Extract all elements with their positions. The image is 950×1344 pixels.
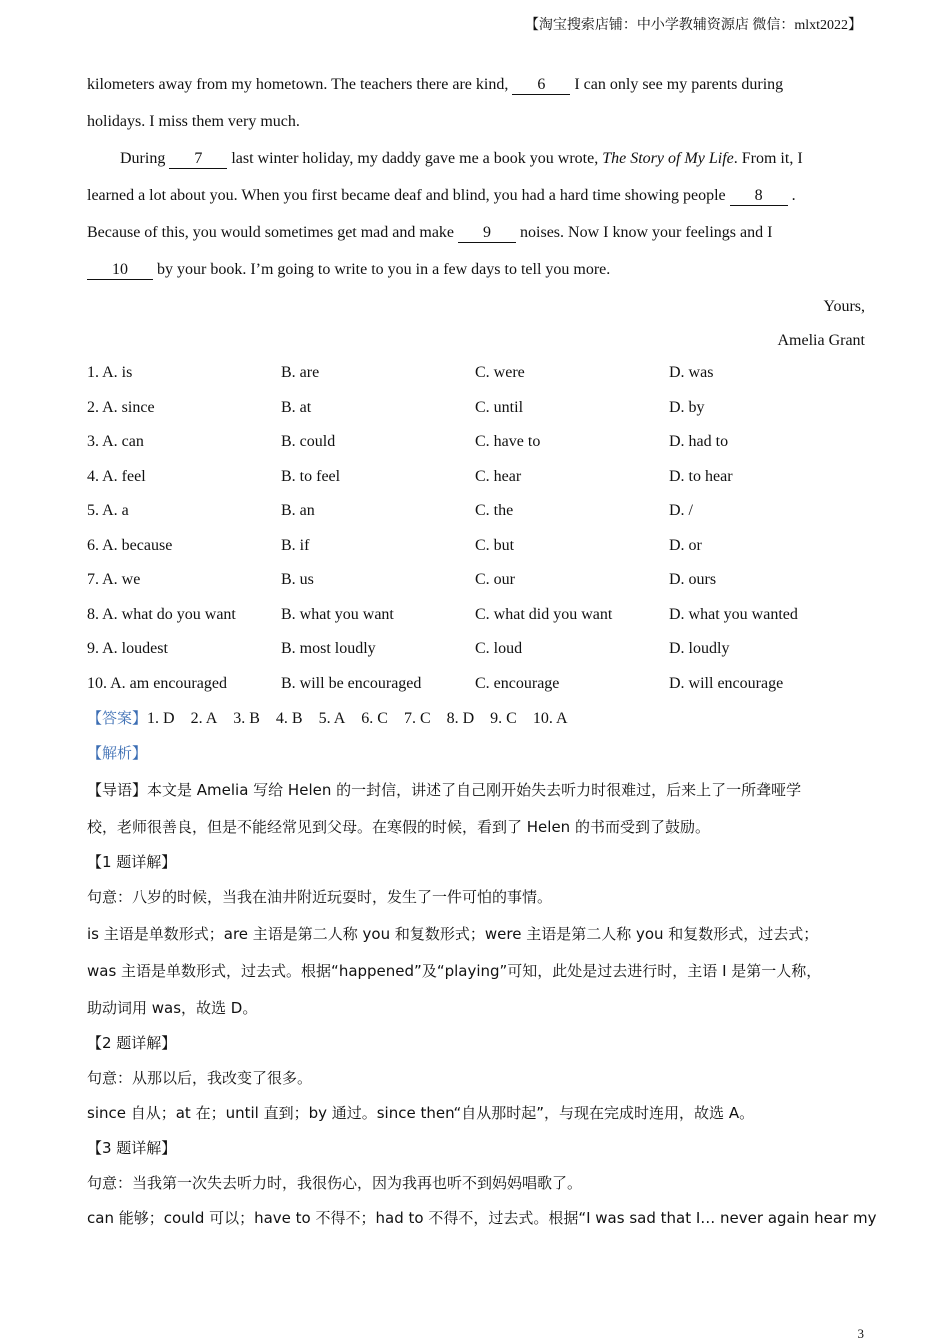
passage-text: noises. Now I know your feelings and I bbox=[516, 224, 773, 241]
option-a: 4. A. feel bbox=[87, 467, 146, 485]
option-a: 1. A. is bbox=[87, 364, 133, 381]
q1-explain-3: 助动词用 was，故选 D。 bbox=[87, 999, 258, 1017]
option-a: 5. A. a bbox=[87, 502, 129, 519]
option-row bbox=[87, 395, 865, 430]
option-c: C. but bbox=[475, 536, 515, 554]
letter-signature: Amelia Grant bbox=[777, 332, 865, 349]
option-c: C. hear bbox=[475, 467, 522, 485]
option-c: C. what did you want bbox=[475, 605, 613, 623]
passage-text: . From it, I bbox=[733, 150, 803, 167]
option-b: B. what you want bbox=[281, 605, 394, 623]
option-a: 9. A. loudest bbox=[87, 640, 168, 657]
passage-text: kilometers away from my hometown. The teachers there are kind, bbox=[87, 76, 513, 93]
option-row bbox=[87, 636, 865, 671]
analysis-label: 【解析】 bbox=[87, 744, 148, 762]
q2-meaning: 句意：从那以后，我改变了很多。 bbox=[87, 1069, 313, 1087]
option-b: B. are bbox=[281, 364, 320, 381]
answer-item: 6. C bbox=[361, 710, 388, 727]
option-d: D. had to bbox=[669, 433, 729, 450]
passage-line-3 bbox=[87, 144, 865, 181]
letter-closing: Yours, bbox=[823, 298, 865, 315]
option-d: D. by bbox=[669, 398, 705, 416]
passage-text: last winter holiday, my daddy gave me a book you wrote, bbox=[227, 150, 603, 167]
option-row bbox=[87, 464, 865, 499]
q3-heading: 【3 题详解】 bbox=[87, 1139, 177, 1157]
passage-line-6 bbox=[87, 255, 865, 292]
blank-6: 6 bbox=[512, 76, 570, 95]
option-d: D. was bbox=[669, 364, 714, 381]
option-a: 2. A. since bbox=[87, 398, 155, 416]
option-row bbox=[87, 602, 865, 637]
answer-item: 4. B bbox=[275, 710, 303, 727]
answer-item: 3. B bbox=[233, 710, 260, 727]
blank-7: 7 bbox=[169, 150, 227, 169]
option-c: C. were bbox=[475, 364, 525, 381]
q1-heading: 【1 题详解】 bbox=[87, 853, 177, 871]
option-a: 10. A. am encouraged bbox=[87, 674, 227, 692]
option-row bbox=[87, 671, 865, 706]
page-header: 【淘宝搜索店铺：中小学教辅资源店 微信：mlxt2022】 bbox=[524, 18, 862, 33]
option-d: D. to hear bbox=[669, 467, 733, 485]
answer-item: 5. A bbox=[318, 710, 346, 727]
answer-item: 8. D bbox=[446, 710, 475, 727]
passage-line-1 bbox=[87, 70, 865, 107]
option-row bbox=[87, 429, 865, 464]
q1-explain-1: is 主语是单数形式；are 主语是第二人称 you 和复数形式；were 主语是第二人称 you 和复数形式，过去式； bbox=[87, 925, 819, 943]
guide-line-1: 【导语】本文是 Amelia 写给 Helen 的一封信，讲述了自己刚开始失去听力时很难过，后来上了一所聋哑学 bbox=[87, 781, 802, 799]
q1-explain-2: was 主语是单数形式，过去式。根据“happened”及“playing”可知，此处是过去进行时，主语 I 是第一人称， bbox=[87, 962, 822, 980]
blank-8: 8 bbox=[730, 187, 788, 206]
option-b: B. an bbox=[281, 502, 315, 519]
passage-text: learned a lot about you. When you first became deaf and blind, you had a hard time showing people bbox=[87, 187, 730, 204]
option-row bbox=[87, 533, 865, 568]
passage-line-2: holidays. I miss them very much. bbox=[87, 113, 300, 130]
guide-line-2: 校，老师很善良，但是不能经常见到父母。在寒假的时候，看到了 Helen 的书而受到了鼓励。 bbox=[87, 818, 710, 836]
option-b: B. could bbox=[281, 433, 336, 450]
passage-text: I can only see my parents during bbox=[570, 76, 784, 93]
option-c: C. loud bbox=[475, 640, 523, 657]
option-a: 8. A. what do you want bbox=[87, 605, 236, 623]
option-row bbox=[87, 360, 865, 395]
blank-10: 10 bbox=[87, 261, 153, 280]
answer-label: 【答案】 bbox=[87, 709, 148, 727]
option-d: D. ours bbox=[669, 571, 717, 588]
passage-text: . bbox=[787, 187, 796, 204]
q2-heading: 【2 题详解】 bbox=[87, 1034, 177, 1052]
option-d: D. or bbox=[669, 536, 702, 554]
option-b: B. if bbox=[281, 536, 310, 554]
option-a: 6. A. because bbox=[87, 536, 173, 554]
option-d: D. will encourage bbox=[669, 674, 784, 692]
option-b: B. us bbox=[281, 571, 314, 588]
option-c: C. the bbox=[475, 502, 514, 519]
option-row bbox=[87, 567, 865, 602]
answer-item: 9. C bbox=[490, 710, 517, 727]
blank-9: 9 bbox=[458, 224, 516, 243]
option-c: C. our bbox=[475, 571, 515, 588]
passage-line-4 bbox=[87, 181, 865, 218]
passage-text: by your book. I’m going to write to you in a few days to tell you more. bbox=[153, 261, 611, 278]
q1-meaning: 句意：八岁的时候，当我在油井附近玩耍时，发生了一件可怕的事情。 bbox=[87, 888, 553, 906]
document-body bbox=[87, 70, 877, 1240]
answer-item: 7. C bbox=[403, 710, 431, 727]
options-list bbox=[87, 360, 865, 705]
option-d: D. what you wanted bbox=[669, 605, 798, 623]
q3-explain: can 能够；could 可以；have to 不得不；had to 不得不，过去式。根据“I was sad that I… never again hear my bbox=[87, 1209, 877, 1227]
answer-item: 1. D bbox=[147, 710, 175, 727]
option-b: B. will be encouraged bbox=[281, 674, 422, 692]
option-a: 7. A. we bbox=[87, 571, 141, 588]
option-c: C. encourage bbox=[475, 674, 560, 692]
q2-explain: since 自从；at 在；until 直到；by 通过。since then“自从那时起”，与现在完成时连用，故选 A。 bbox=[87, 1104, 755, 1122]
passage-text: During bbox=[120, 150, 170, 167]
answer-item: 10. A bbox=[532, 710, 568, 727]
option-c: C. have to bbox=[475, 433, 541, 450]
option-b: B. most loudly bbox=[281, 640, 376, 657]
option-c: C. until bbox=[475, 398, 524, 416]
answer-item: 2. A bbox=[190, 710, 218, 727]
option-d: D. loudly bbox=[669, 640, 730, 657]
option-b: B. at bbox=[281, 398, 312, 416]
option-a: 3. A. can bbox=[87, 433, 144, 450]
book-title: The Story of My Life bbox=[602, 150, 734, 167]
option-d: D. / bbox=[669, 502, 693, 519]
passage-text: Because of this, you would sometimes get mad and make bbox=[87, 224, 459, 241]
passage-line-5 bbox=[87, 218, 865, 255]
q3-meaning: 句意：当我第一次失去听力时，我很伤心，因为我再也听不到妈妈唱歌了。 bbox=[87, 1174, 583, 1192]
option-row bbox=[87, 498, 865, 533]
page-number: 3 bbox=[857, 1326, 864, 1341]
answer-row bbox=[87, 705, 865, 740]
option-b: B. to feel bbox=[281, 467, 341, 485]
